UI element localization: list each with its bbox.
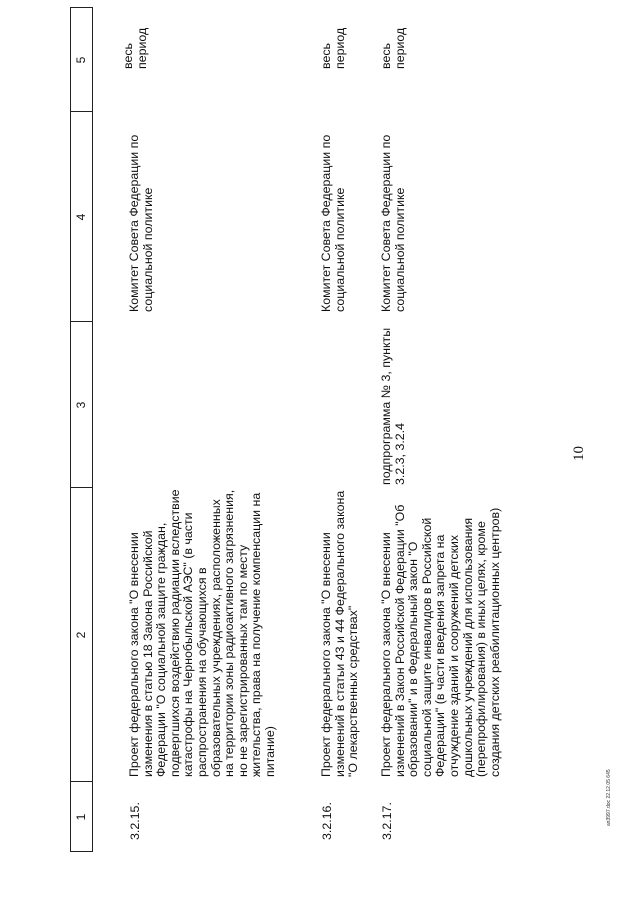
- row-period: весь период: [121, 27, 149, 69]
- row-committee: Комитет Совета Федерации по социальной политике: [319, 134, 347, 312]
- row-program: подпрограмма № 3, пункты 3.2.3, 3.2.4: [379, 327, 407, 485]
- column-header-5: 5: [74, 56, 88, 64]
- row-number: 3.2.16.: [320, 802, 334, 840]
- table-rotated: [70, 7, 630, 852]
- row-committee: Комитет Совета Федерации по социальной политике: [127, 134, 155, 312]
- header-bottom-border: [92, 7, 93, 852]
- row-period: весь период: [379, 27, 407, 69]
- row-committee: Комитет Совета Федерации по социальной политике: [379, 134, 407, 312]
- row-number: 3.2.17.: [380, 802, 394, 840]
- column-header-2: 2: [74, 631, 88, 639]
- row-description: Проект федерального закона "О внесении изменения в статью 18 Закона Российской Федерации "О социальной защите граждан, подвергшихся воздействию радиации вследствие катастрофы на Чернобыльской АЭС" (в части распространения на обучающихся в образовательных учреждениях, расположенных на территории зоны радиоактивного загрязнения, но не зарегистрированных там по месту жительства, права на получение компенсации на питание): [127, 489, 277, 777]
- row-number: 3.2.15.: [128, 802, 142, 840]
- column-header-3: 3: [74, 401, 88, 409]
- column-header-4: 4: [74, 213, 88, 221]
- page-number: 10: [571, 446, 587, 461]
- column-header-1: 1: [74, 813, 88, 821]
- row-period: весь период: [319, 27, 347, 69]
- row-description: Проект федерального закона "О внесении изменений в Закон Российской Федерации "Об образовании" и в Федеральный закон "О социальной защите инвалидов в Российской Федерации" (в части введения запрета на отчуждение зданий и сооружений детских дошкольных учреждений для использования (перепрофилирования) в иных целях, кроме создания детских реабилитационных центров): [379, 504, 502, 777]
- row-description: Проект федерального закона "О внесении изменений в статьи 43 и 44 Федерального закона "О лекарственных средствах": [319, 490, 361, 777]
- document-footer: ап3997.doc 22.12.05 645: [606, 769, 612, 826]
